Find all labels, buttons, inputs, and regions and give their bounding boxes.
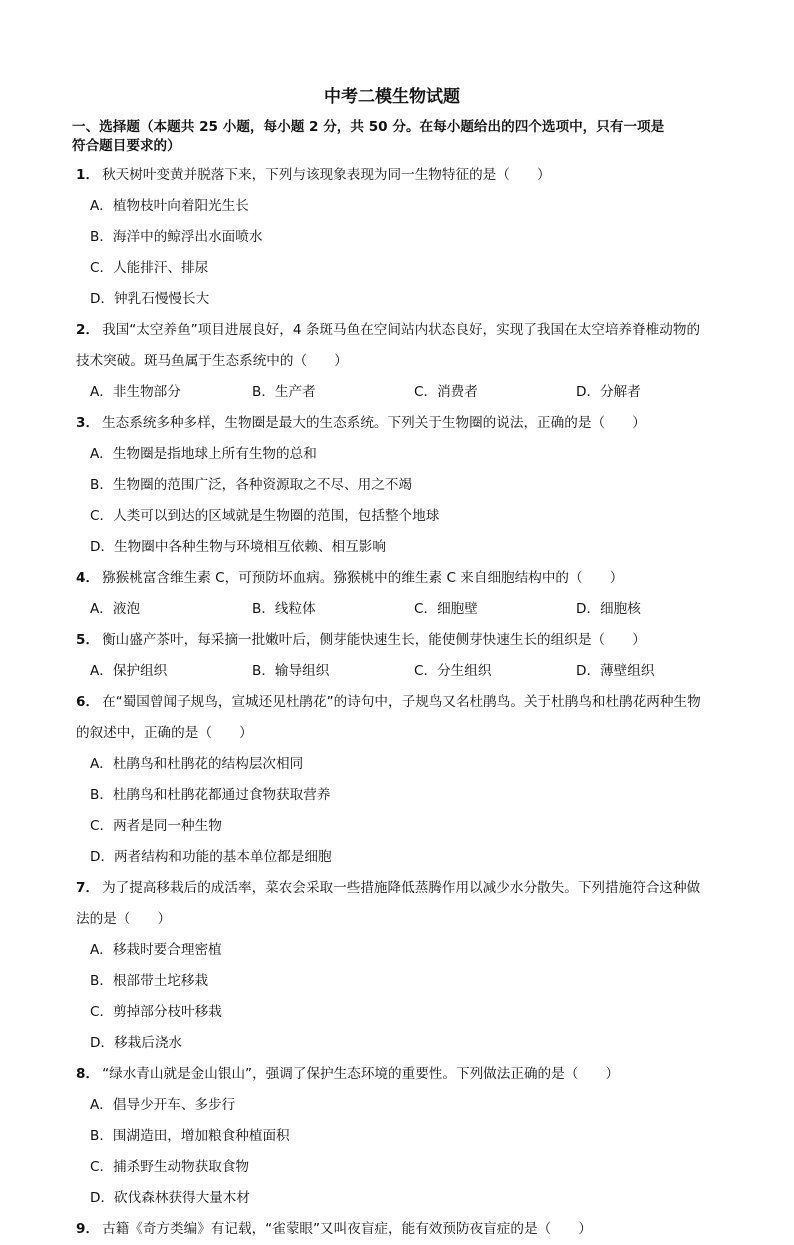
section-heading	[72, 118, 748, 156]
question-text: “绿水青山就是金山银山”，强调了保护生态环境的重要性。下列做法正确的是（ ）	[102, 1066, 620, 1082]
question-3	[76, 408, 748, 563]
question-number: 5．	[76, 632, 100, 648]
option-d: D．分解者	[576, 384, 641, 400]
option-a: A．液泡	[90, 601, 141, 617]
question-text: 在“蜀国曾闻子规鸟，宣城还见杜鹃花”的诗句中，子规鸟又名杜鹃鸟。关于杜鹃鸟和杜鹃花两种生物	[102, 694, 701, 710]
option-c: C．剪掉部分枝叶移栽	[90, 1004, 222, 1020]
option-b: B．输导组织	[252, 663, 330, 679]
question-text-continued: 法的是（ ）	[76, 911, 172, 927]
question-list	[76, 160, 748, 1245]
question-stem	[76, 160, 748, 191]
option-list	[76, 377, 748, 408]
option-c: C．消费者	[414, 384, 478, 400]
question-stem	[76, 687, 748, 718]
question-5	[76, 625, 748, 687]
question-text: 为了提高移栽后的成活率，菜农会采取一些措施降低蒸腾作用以减少水分散失。下列措施符合这种做	[102, 880, 701, 896]
option-a: A．植物枝叶向着阳光生长	[90, 198, 249, 214]
option-d: D．钟乳石慢慢长大	[90, 291, 210, 307]
question-number: 8．	[76, 1066, 100, 1082]
question-7	[76, 873, 748, 1059]
question-stem	[76, 625, 748, 656]
question-stem	[76, 1059, 748, 1090]
question-stem	[76, 873, 748, 904]
option-a: A．移栽时要合理密植	[90, 942, 222, 958]
question-stem	[76, 315, 748, 346]
option-a: A．非生物部分	[90, 384, 181, 400]
option-list	[76, 749, 748, 873]
option-b: B．根部带土坨移栽	[90, 973, 209, 989]
option-b: B．海洋中的鲸浮出水面喷水	[90, 229, 263, 245]
option-c: C．分生组织	[414, 663, 492, 679]
question-number: 4．	[76, 570, 100, 586]
question-text-continued: 技术突破。斑马鱼属于生态系统中的（ ）	[76, 353, 348, 369]
question-text: 生态系统多种多样，生物圈是最大的生态系统。下列关于生物圈的说法，正确的是（ ）	[102, 415, 646, 431]
option-d: D．薄壁组织	[576, 663, 655, 679]
option-b: B．围湖造田，增加粮食种植面积	[90, 1128, 290, 1144]
question-2	[76, 315, 748, 408]
option-list	[76, 935, 748, 1059]
question-number: 7．	[76, 880, 100, 896]
question-number: 9．	[76, 1221, 100, 1237]
section-heading-line-1: 一、选择题（本题共 25 小题，每小题 2 分，共 50 分。在每小题给出的四个选项中，只有一项是	[72, 119, 665, 135]
option-d: D．移栽后浇水	[90, 1035, 183, 1051]
option-d: D．生物圈中各种生物与环境相互依赖、相互影响	[90, 539, 386, 555]
option-c: C．捕杀野生动物获取食物	[90, 1159, 250, 1175]
option-a: A．保护组织	[90, 663, 168, 679]
option-d: D．砍伐森林获得大量木材	[90, 1190, 250, 1206]
question-stem	[76, 563, 748, 594]
option-a: A．生物圈是指地球上所有生物的总和	[90, 446, 317, 462]
option-b: B．杜鹃鸟和杜鹃花都通过食物获取营养	[90, 787, 331, 803]
question-stem	[76, 408, 748, 439]
option-list	[76, 191, 748, 315]
option-c: C．两者是同一种生物	[90, 818, 222, 834]
question-9	[76, 1214, 748, 1245]
option-list	[76, 439, 748, 563]
option-c: C．人能排汗、排尿	[90, 260, 209, 276]
option-b: B．生产者	[252, 384, 316, 400]
page-title: 中考二模生物试题	[324, 87, 460, 107]
question-text: 古籍《奇方类编》有记载，“雀蒙眼”又叫夜盲症，能有效预防夜盲症的是（ ）	[102, 1221, 592, 1237]
option-list	[76, 594, 748, 625]
question-number: 2．	[76, 322, 100, 338]
option-d: D．细胞核	[576, 601, 641, 617]
question-text: 衡山盛产茶叶，每采摘一批嫩叶后，侧芽能快速生长，能使侧芽快速生长的组织是（ ）	[102, 632, 646, 648]
option-a: A．倡导少开车、多步行	[90, 1097, 236, 1113]
question-8	[76, 1059, 748, 1214]
section-heading-line-2: 符合题目要求的）	[72, 138, 181, 154]
question-number: 6．	[76, 694, 100, 710]
question-4	[76, 563, 748, 625]
question-text-continued: 的叙述中，正确的是（ ）	[76, 725, 253, 741]
question-number: 1．	[76, 167, 100, 183]
option-d: D．两者结构和功能的基本单位都是细胞	[90, 849, 332, 865]
option-b: B．线粒体	[252, 601, 316, 617]
option-c: C．人类可以到达的区域就是生物圈的范围，包括整个地球	[90, 508, 440, 524]
option-list	[76, 656, 748, 687]
question-text: 猕猴桃富含维生素 C，可预防坏血病。猕猴桃中的维生素 C 来自细胞结构中的（ ）	[102, 570, 624, 586]
question-stem	[76, 1214, 748, 1245]
question-text: 我国“太空养鱼”项目进展良好，4 条斑马鱼在空间站内状态良好，实现了我国在太空培养脊椎动物的	[102, 322, 701, 338]
question-6	[76, 687, 748, 873]
question-number: 3．	[76, 415, 100, 431]
option-c: C．细胞壁	[414, 601, 478, 617]
option-a: A．杜鹃鸟和杜鹃花的结构层次相同	[90, 756, 304, 772]
question-1	[76, 160, 748, 315]
question-text: 秋天树叶变黄并脱落下来，下列与该现象表现为同一生物特征的是（ ）	[102, 167, 551, 183]
option-b: B．生物圈的范围广泛，各种资源取之不尽、用之不竭	[90, 477, 412, 493]
option-list	[76, 1090, 748, 1214]
